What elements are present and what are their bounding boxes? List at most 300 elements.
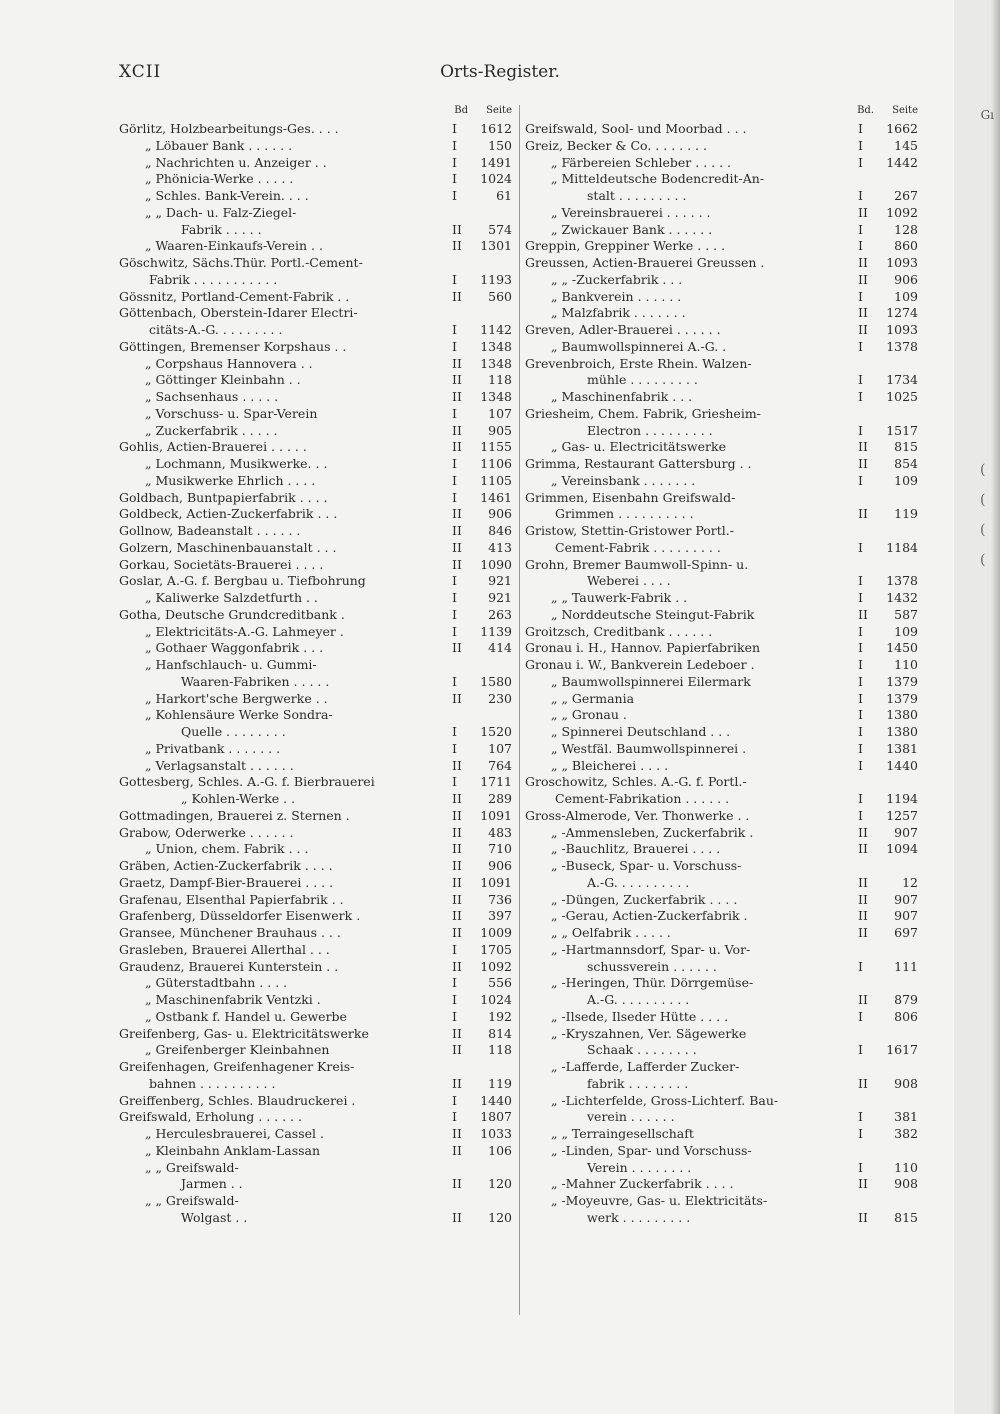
entry-text: „ Zuckerfabrik . . . . . <box>145 422 278 438</box>
entry-text: „ „ Dach- u. Falz-Ziegel- <box>145 204 297 220</box>
entry-text: A.-G. . . . . . . . . . <box>587 992 690 1007</box>
entry-volume: II <box>452 891 462 907</box>
entry-text: Gotha, Deutsche Grundcreditbank . <box>119 606 345 622</box>
entry-text: mühle . . . . . . . . . <box>587 372 698 388</box>
entry-text: Gössnitz, Portland-Cement-Fabrik . . <box>119 288 350 304</box>
index-entry <box>525 640 920 657</box>
entry-text: Grevenbroich, Erste Rhein. Walzen- <box>525 355 752 371</box>
index-entry <box>119 272 514 289</box>
index-entry <box>525 808 920 825</box>
edge-fragment: Gı <box>980 108 994 122</box>
index-entry <box>119 657 514 674</box>
entry-page: 109 <box>894 288 918 304</box>
index-entry <box>525 992 920 1009</box>
entry-text: Göschwitz, Sächs.Thür. Portl.-Cement- <box>119 255 363 270</box>
page-title: Orts-Register. <box>440 62 560 82</box>
entry-page: 879 <box>894 992 918 1007</box>
index-entry <box>525 657 920 674</box>
index-entry <box>119 238 514 255</box>
index-entry <box>525 272 920 289</box>
entry-page: 192 <box>488 1008 512 1024</box>
entry-page: 1450 <box>886 640 918 656</box>
entry-page: 906 <box>488 858 512 873</box>
index-entry <box>119 590 514 607</box>
index-entry <box>525 875 920 892</box>
entry-volume: I <box>858 1159 863 1175</box>
entry-text: bahnen . . . . . . . . . . <box>149 1075 276 1091</box>
entry-volume: II <box>452 422 462 438</box>
index-entry <box>525 188 920 205</box>
entry-text: „ Ostbank f. Handel u. Gewerbe <box>145 1008 347 1024</box>
entry-text: „ „ Gronau . <box>551 707 627 723</box>
entry-page: 1442 <box>886 154 918 170</box>
entry-volume: I <box>452 121 457 136</box>
index-entry <box>525 573 920 590</box>
entry-volume: I <box>858 1042 863 1058</box>
entry-volume: II <box>858 908 868 924</box>
entry-page: 1440 <box>480 1092 512 1108</box>
index-entry <box>119 674 514 691</box>
entry-volume: I <box>858 1109 863 1125</box>
entry-page: 1093 <box>886 322 918 337</box>
entry-page: 560 <box>488 288 512 304</box>
index-entry <box>525 389 920 406</box>
index-entry <box>525 155 920 172</box>
entry-text: Golzern, Maschinenbauanstalt . . . <box>119 539 337 555</box>
entry-text: stalt . . . . . . . . . <box>587 188 687 203</box>
entry-text: „ -Buseck, Spar- u. Vorschuss- <box>551 858 742 873</box>
entry-volume: II <box>858 824 868 840</box>
index-entry <box>119 624 514 641</box>
entry-volume: I <box>858 724 863 739</box>
entry-page: 1432 <box>886 590 918 605</box>
seite-header: Seite <box>486 105 512 116</box>
entry-volume: I <box>858 188 863 203</box>
index-entry <box>119 758 514 775</box>
index-entry <box>119 289 514 306</box>
entry-page: 1194 <box>886 791 918 806</box>
entry-page: 1024 <box>480 171 512 187</box>
index-entry <box>525 892 920 909</box>
column-divider <box>519 105 520 1315</box>
entry-page: 120 <box>488 1176 512 1192</box>
index-entry <box>525 255 920 272</box>
entry-volume: I <box>858 238 863 254</box>
entry-volume: I <box>858 740 863 756</box>
entry-text: „ -Ilsede, Ilseder Hütte . . . . <box>551 1008 729 1024</box>
index-entry <box>525 1093 920 1110</box>
index-entry <box>119 741 514 758</box>
index-entry <box>525 1126 920 1143</box>
index-entry <box>119 255 514 272</box>
entry-page: 1705 <box>480 941 512 957</box>
entry-page: 806 <box>894 1008 918 1024</box>
entry-page: 1106 <box>480 456 512 471</box>
entry-text: „ „ Tauwerk-Fabrik . . <box>551 590 688 605</box>
entry-volume: II <box>858 925 868 940</box>
entry-text: Grafenberg, Düsseldorfer Eisenwerk . <box>119 908 361 924</box>
entry-volume: I <box>858 338 863 354</box>
entry-page: 846 <box>488 523 512 538</box>
index-entry <box>119 573 514 590</box>
entry-text: „ Greifenberger Kleinbahnen <box>145 1042 330 1058</box>
entry-page: 120 <box>488 1209 512 1225</box>
entry-page: 764 <box>488 757 512 773</box>
entry-volume: II <box>858 1176 868 1192</box>
entry-page: 574 <box>488 221 512 237</box>
index-entry <box>525 607 920 624</box>
entry-volume: I <box>858 137 863 153</box>
entry-volume: I <box>858 657 863 672</box>
entry-text: Grasleben, Brauerei Allerthal . . . <box>119 941 330 957</box>
entry-text: „ Corpshaus Hannovera . . <box>145 355 313 371</box>
entry-text: „ -Düngen, Zuckerfabrik . . . . <box>551 891 738 907</box>
entry-page: 1105 <box>480 472 512 488</box>
entry-text: Groschowitz, Schles. A.-G. f. Portl.- <box>525 774 747 790</box>
entry-text: „ Färbereien Schleber . . . . . <box>551 154 732 170</box>
entry-page: 106 <box>488 1142 512 1158</box>
index-entry <box>119 155 514 172</box>
entry-text: „ Herculesbrauerei, Cassel . <box>145 1126 324 1141</box>
index-entry <box>119 774 514 791</box>
entry-page: 1155 <box>480 439 512 455</box>
bd-header: Bd. <box>857 105 874 116</box>
entry-volume: II <box>452 807 462 823</box>
index-entry <box>525 691 920 708</box>
entry-text: Greiffenberg, Schles. Blaudruckerei . <box>119 1092 356 1108</box>
entry-text: „ Musikwerke Ehrlich . . . . <box>145 472 316 488</box>
index-entry <box>525 942 920 959</box>
index-entry <box>525 339 920 356</box>
entry-volume: I <box>452 154 457 170</box>
index-entry <box>119 691 514 708</box>
entry-text: Fabrik . . . . . <box>181 221 262 237</box>
index-entry <box>119 389 514 406</box>
entry-text: „ -Lafferde, Lafferder Zucker- <box>551 1059 740 1074</box>
entry-text: Groitzsch, Creditbank . . . . . . <box>525 623 713 639</box>
entry-page: 110 <box>894 1159 918 1175</box>
entry-text: Göttingen, Bremenser Korpshaus . . <box>119 338 347 354</box>
entry-text: Waaren-Fabriken . . . . . <box>181 673 330 689</box>
entry-page: 1440 <box>886 757 918 773</box>
index-entry <box>119 557 514 574</box>
entry-page: 907 <box>894 824 918 840</box>
index-entry <box>525 423 920 440</box>
entry-volume: I <box>858 1008 863 1024</box>
entry-volume: I <box>452 590 457 605</box>
entry-text: „ Nachrichten u. Anzeiger . . <box>145 154 327 170</box>
entry-volume: I <box>452 1109 457 1125</box>
entry-text: fabrik . . . . . . . . <box>587 1075 689 1091</box>
entry-page: 1142 <box>480 322 512 337</box>
index-entry <box>525 506 920 523</box>
index-entry <box>525 406 920 423</box>
entry-text: Grimmen, Eisenbahn Greifswald- <box>525 489 736 505</box>
entry-page: 382 <box>894 1126 918 1141</box>
entry-volume: II <box>452 1176 462 1192</box>
index-entry <box>119 473 514 490</box>
entry-text: Grimmen . . . . . . . . . . <box>555 506 694 522</box>
index-entry <box>119 1059 514 1076</box>
index-entry <box>119 1042 514 1059</box>
entry-page: 1184 <box>886 539 918 555</box>
index-entry <box>525 238 920 255</box>
entry-volume: II <box>452 925 462 940</box>
entry-text: Wolgast . . <box>181 1209 248 1225</box>
entry-volume: I <box>452 673 457 689</box>
entry-volume: I <box>452 271 457 287</box>
entry-volume: I <box>452 456 457 471</box>
entry-volume: II <box>452 556 462 572</box>
entry-volume: I <box>452 338 457 354</box>
index-entry <box>119 1143 514 1160</box>
entry-volume: I <box>452 740 457 756</box>
index-entry <box>119 858 514 875</box>
entry-page: 908 <box>894 1176 918 1192</box>
entry-page: 1348 <box>480 355 512 371</box>
index-entry <box>525 724 920 741</box>
index-entry <box>119 506 514 523</box>
entry-volume: II <box>452 1042 462 1058</box>
index-entry <box>119 1109 514 1126</box>
entry-page: 905 <box>488 422 512 438</box>
index-entry <box>525 205 920 222</box>
index-entry <box>525 1210 920 1227</box>
entry-volume: II <box>452 1025 462 1041</box>
entry-text: Gorkau, Societäts-Brauerei . . . . <box>119 556 324 572</box>
index-entry <box>525 825 920 842</box>
index-entry <box>119 607 514 624</box>
entry-page: 1025 <box>886 389 918 404</box>
entry-volume: I <box>452 941 457 957</box>
entry-text: werk . . . . . . . . . <box>587 1209 691 1225</box>
index-entry <box>119 456 514 473</box>
entry-text: verein . . . . . . <box>587 1109 675 1125</box>
entry-volume: I <box>858 573 863 589</box>
entry-volume: II <box>452 1209 462 1225</box>
index-entry <box>119 439 514 456</box>
index-entry <box>119 825 514 842</box>
index-entry <box>119 322 514 339</box>
entry-page: 267 <box>894 188 918 203</box>
entry-text: Cement-Fabrik . . . . . . . . . <box>555 539 721 555</box>
index-entry <box>119 490 514 507</box>
entry-text: Goldbeck, Actien-Zuckerfabrik . . . <box>119 506 338 522</box>
index-entry <box>525 858 920 875</box>
entry-text: Quelle . . . . . . . . <box>181 724 286 739</box>
entry-text: Grafenau, Elsenthal Papierfabrik . . <box>119 891 344 907</box>
index-entry <box>525 121 920 138</box>
index-entry <box>525 1059 920 1076</box>
index-entry <box>525 473 920 490</box>
entry-page: 414 <box>488 640 512 656</box>
entry-text: „ Kohlen-Werke . . <box>181 791 296 806</box>
entry-page: 1092 <box>480 958 512 974</box>
index-entry <box>119 222 514 239</box>
entry-volume: II <box>452 389 462 404</box>
entry-page: 906 <box>488 506 512 522</box>
index-entry <box>119 992 514 1009</box>
entry-text: A.-G. . . . . . . . . . <box>587 874 690 890</box>
index-entry <box>119 1026 514 1043</box>
entry-volume: II <box>452 1142 462 1158</box>
entry-volume: II <box>452 908 462 924</box>
entry-volume: II <box>858 439 868 455</box>
entry-text: „ Güterstadtbahn . . . . <box>145 975 288 991</box>
entry-page: 145 <box>894 137 918 153</box>
index-entry <box>525 841 920 858</box>
entry-text: Greven, Adler-Brauerei . . . . . . <box>525 322 721 337</box>
entry-page: 1380 <box>886 724 918 739</box>
entry-page: 1580 <box>480 673 512 689</box>
entry-volume: II <box>452 539 462 555</box>
entry-text: „ „ Terraingesellschaft <box>551 1126 694 1141</box>
entry-text: Greussen, Actien-Brauerei Greussen . <box>525 255 765 270</box>
index-entry <box>119 808 514 825</box>
entry-text: „ „ Germania <box>551 690 635 706</box>
entry-text: „ Spinnerei Deutschland . . . <box>551 724 731 739</box>
entry-page: 230 <box>488 690 512 706</box>
entry-text: Cement-Fabrikation . . . . . . <box>555 791 730 806</box>
entry-page: 1617 <box>886 1042 918 1058</box>
entry-text: „ Harkort'sche Bergwerke . . <box>145 690 328 706</box>
entry-text: „ Westfäl. Baumwollspinnerei . <box>551 740 747 756</box>
index-entry <box>525 975 920 992</box>
entry-page: 289 <box>488 791 512 806</box>
entry-text: „ Privatbank . . . . . . . <box>145 740 281 756</box>
index-entry <box>119 841 514 858</box>
index-entry <box>119 724 514 741</box>
entry-page: 107 <box>488 740 512 756</box>
entry-volume: I <box>452 171 457 187</box>
entry-text: „ Bankverein . . . . . . <box>551 288 682 304</box>
entry-volume: I <box>452 405 457 421</box>
entry-page: 1461 <box>480 489 512 505</box>
entry-volume: II <box>452 238 462 254</box>
entry-volume: II <box>858 891 868 907</box>
entry-volume: I <box>858 288 863 304</box>
entry-page: 483 <box>488 824 512 840</box>
index-entry <box>119 875 514 892</box>
index-entry <box>525 1026 920 1043</box>
entry-volume: II <box>858 606 868 622</box>
entry-text: Grimma, Restaurant Gattersburg . . <box>525 456 752 471</box>
entry-volume: I <box>452 774 457 790</box>
entry-volume: II <box>858 456 868 471</box>
index-entry <box>525 908 920 925</box>
entry-text: „ „ Greifswald- <box>145 1193 239 1208</box>
entry-text: Greifenberg, Gas- u. Elektricitätswerke <box>119 1025 369 1041</box>
index-entry <box>525 1076 920 1093</box>
entry-volume: I <box>452 322 457 337</box>
index-entry <box>525 1042 920 1059</box>
entry-text: Gräben, Actien-Zuckerfabrik . . . . <box>119 858 333 873</box>
entry-text: „ Kleinbahn Anklam-Lassan <box>145 1142 321 1158</box>
left-column <box>119 103 514 1227</box>
entry-text: „ Kohlensäure Werke Sondra- <box>145 707 333 723</box>
entry-page: 118 <box>488 1042 512 1058</box>
entry-page: 381 <box>894 1109 918 1125</box>
entry-page: 1381 <box>886 740 918 756</box>
entry-volume: II <box>452 355 462 371</box>
entry-volume: I <box>452 992 457 1007</box>
entry-text: Gottmadingen, Brauerei z. Sternen . <box>119 807 350 823</box>
entry-text: „ Waaren-Einkaufs-Verein . . <box>145 238 323 254</box>
entry-page: 1257 <box>886 807 918 823</box>
entry-text: Verein . . . . . . . . <box>587 1159 692 1175</box>
entry-page: 697 <box>894 925 918 940</box>
index-entry <box>525 523 920 540</box>
entry-page: 1301 <box>480 238 512 254</box>
entry-volume: II <box>452 439 462 455</box>
entry-volume: I <box>452 137 457 153</box>
index-entry <box>119 1126 514 1143</box>
entry-page: 860 <box>894 238 918 254</box>
entry-volume: II <box>858 1075 868 1091</box>
entry-page: 921 <box>488 573 512 589</box>
entry-text: Greifswald, Sool- und Moorbad . . . <box>525 121 747 136</box>
entry-page: 1033 <box>480 1126 512 1141</box>
entry-volume: II <box>452 221 462 237</box>
entry-volume: I <box>452 472 457 488</box>
entry-volume: II <box>452 858 462 873</box>
entry-text: Greiz, Becker & Co. . . . . . . . <box>525 137 707 153</box>
entry-volume: II <box>452 372 462 388</box>
entry-page: 1378 <box>886 573 918 589</box>
entry-page: 61 <box>496 188 512 203</box>
index-entry <box>119 908 514 925</box>
entry-volume: II <box>452 791 462 806</box>
entry-page: 1379 <box>886 690 918 706</box>
entry-volume: I <box>858 757 863 773</box>
entry-volume: II <box>452 1075 462 1091</box>
index-entry <box>119 925 514 942</box>
index-entry <box>525 959 920 976</box>
index-entry <box>119 959 514 976</box>
entry-text: Gristow, Stettin-Gristower Portl.- <box>525 523 734 538</box>
entry-page: 1348 <box>480 389 512 404</box>
entry-page: 150 <box>488 137 512 153</box>
index-entry <box>119 892 514 909</box>
entry-text: Gross-Almerode, Ver. Thonwerke . . <box>525 807 750 823</box>
index-entry <box>119 138 514 155</box>
entry-text: „ „ Oelfabrik . . . . . <box>551 925 671 940</box>
entry-text: Goldbach, Buntpapierfabrik . . . . <box>119 489 328 505</box>
entry-volume: I <box>858 121 863 136</box>
index-entry <box>525 741 920 758</box>
entry-text: „ -Heringen, Thür. Dörrgemüse- <box>551 975 754 991</box>
entry-text: „ Elektricitäts-A.-G. Lahmeyer . <box>145 623 344 639</box>
index-entry <box>119 942 514 959</box>
entry-volume: I <box>858 791 863 806</box>
entry-text: Greppin, Greppiner Werke . . . . <box>525 238 726 254</box>
entry-page: 814 <box>488 1025 512 1041</box>
entry-volume: II <box>452 841 462 857</box>
index-entry <box>525 540 920 557</box>
entry-text: „ -Moyeuvre, Gas- u. Elektricitäts- <box>551 1193 768 1208</box>
entry-volume: II <box>452 506 462 522</box>
index-entry <box>119 540 514 557</box>
entry-volume: I <box>452 975 457 991</box>
index-entry <box>525 372 920 389</box>
entry-page: 587 <box>894 606 918 622</box>
entry-text: „ Vereinsbrauerei . . . . . . <box>551 204 711 220</box>
entry-page: 1090 <box>480 556 512 572</box>
entry-page: 110 <box>894 657 918 672</box>
index-entry <box>119 640 514 657</box>
left-column-headers <box>119 103 514 121</box>
entry-volume: I <box>858 372 863 388</box>
